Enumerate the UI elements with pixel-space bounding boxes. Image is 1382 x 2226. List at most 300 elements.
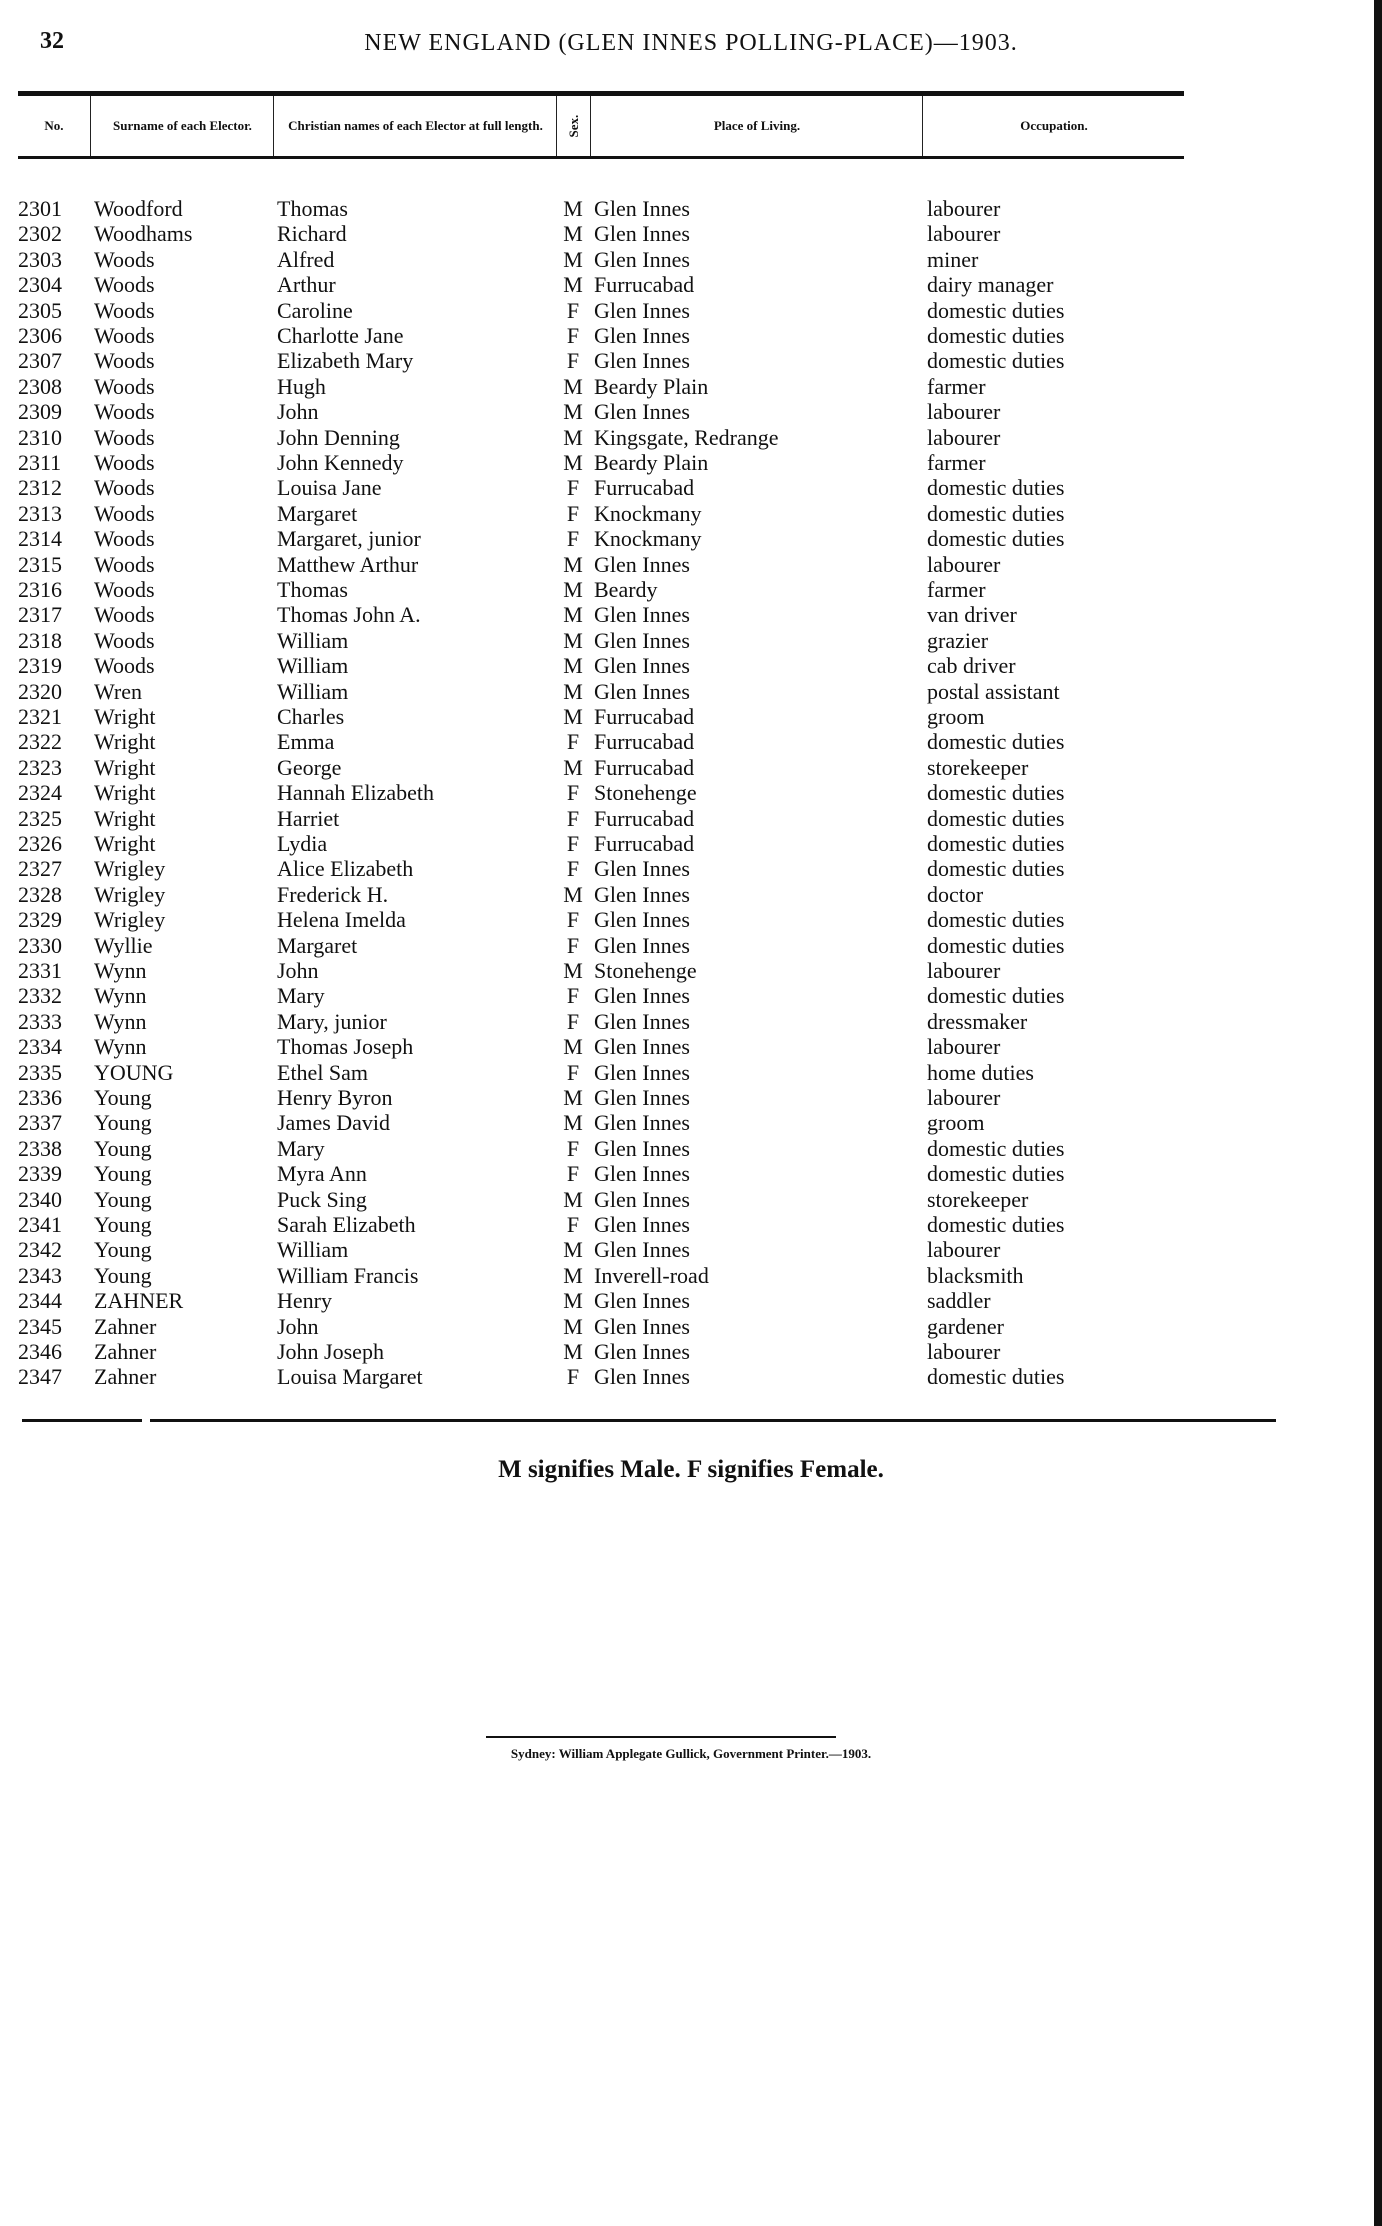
page-title: NEW ENGLAND (GLEN INNES POLLING-PLACE)—1903. [364,30,1018,56]
elector-christian-names: Louisa Jane [277,475,382,501]
elector-number: 2306 [18,323,62,348]
table-row [0,196,1382,221]
elector-surname: Wright [94,780,156,806]
table-row [0,577,1382,602]
elector-surname: Young [94,1085,152,1110]
elector-christian-names: Louisa Margaret [277,1364,423,1390]
elector-christian-names: Sarah Elizabeth [277,1212,416,1237]
elector-number: 2314 [18,526,62,552]
elector-christian-names: Charles [277,704,345,729]
page-edge-shadow [1374,0,1382,2226]
elector-sex: M [563,678,583,704]
header-place: Place of Living. [590,96,923,156]
elector-christian-names: Thomas John A. [277,602,421,628]
elector-surname: Zahner [94,1364,157,1390]
elector-surname: Woods [94,551,155,577]
printer-rule [486,1736,836,1738]
elector-place: Glen Innes [594,1186,690,1212]
elector-number: 2345 [18,1313,62,1339]
table-row [0,526,1382,551]
elector-place: Stonehenge [594,958,697,983]
elector-surname: Woods [94,577,155,602]
elector-occupation: domestic duties [927,932,1065,958]
elector-occupation: domestic duties [927,323,1065,348]
elector-sex: F [566,297,580,323]
elector-occupation: domestic duties [927,1135,1065,1161]
elector-occupation: farmer [927,577,986,602]
table-bottom-rule-left [22,1419,142,1422]
elector-place: Glen Innes [594,246,690,272]
elector-occupation: domestic duties [927,348,1065,374]
elector-place: Inverell-road [594,1262,709,1288]
table-row [0,1288,1382,1313]
elector-christian-names: Lydia [277,831,328,856]
table-row [0,755,1382,780]
elector-christian-names: Frederick H. [277,881,389,907]
elector-occupation: labourer [927,958,1001,983]
elector-christian-names: Thomas [277,577,348,602]
elector-occupation: cab driver [927,653,1016,679]
elector-number: 2332 [18,983,62,1009]
table-row [0,1212,1382,1237]
elector-number: 2317 [18,602,62,628]
elector-number: 2312 [18,475,62,501]
elector-christian-names: James David [277,1110,391,1136]
elector-place: Knockmany [594,500,702,526]
elector-place: Kingsgate, Redrange [594,424,779,450]
elector-sex: F [566,348,580,374]
elector-surname: Woods [94,450,155,475]
elector-sex: M [563,958,583,983]
table-row [0,831,1382,856]
elector-number: 2334 [18,1034,62,1060]
elector-sex: F [566,983,580,1009]
elector-surname: Wright [94,729,156,755]
elector-place: Glen Innes [594,653,690,679]
elector-number: 2308 [18,373,62,399]
header-no: No. [44,117,64,133]
elector-christian-names: John [277,399,319,425]
elector-place: Stonehenge [594,780,697,806]
elector-number: 2303 [18,246,62,272]
elector-place: Glen Innes [594,856,690,882]
table-row [0,1034,1382,1059]
elector-occupation: domestic duties [927,1364,1065,1390]
table-row [0,348,1382,373]
elector-place: Glen Innes [594,1161,690,1187]
elector-christian-names: Emma [277,729,335,755]
elector-christian-names: Alice Elizabeth [277,856,414,882]
elector-place: Furrucabad [594,729,695,755]
elector-sex: M [563,551,583,577]
elector-place: Beardy Plain [594,450,709,475]
elector-surname: Wynn [94,958,147,983]
elector-place: Glen Innes [594,1085,690,1110]
elector-christian-names: Hugh [277,373,326,399]
elector-place: Glen Innes [594,348,690,374]
elector-number: 2323 [18,754,62,780]
elector-number: 2313 [18,500,62,526]
elector-occupation: domestic duties [927,500,1065,526]
elector-occupation: labourer [927,1085,1001,1110]
elector-number: 2321 [18,704,62,729]
table-row [0,501,1382,526]
elector-place: Glen Innes [594,1288,690,1314]
table-row [0,450,1382,475]
elector-sex: F [566,1212,580,1237]
elector-surname: Woods [94,323,155,348]
table-row [0,679,1382,704]
table-row [0,272,1382,297]
elector-sex: M [563,1186,583,1212]
elector-place: Beardy [594,577,658,602]
elector-place: Glen Innes [594,1110,690,1136]
elector-sex: F [566,1135,580,1161]
elector-christian-names: Myra Ann [277,1161,367,1187]
elector-sex: M [563,754,583,780]
elector-christian-names: Ethel Sam [277,1059,369,1085]
elector-occupation: storekeeper [927,754,1029,780]
elector-sex: F [566,780,580,806]
elector-sex: M [563,602,583,628]
elector-place: Furrucabad [594,272,695,298]
elector-occupation: gardener [927,1313,1004,1339]
elector-place: Glen Innes [594,1339,690,1364]
table-row [0,933,1382,958]
elector-christian-names: Charlotte Jane [277,323,404,348]
elector-christian-names: William [277,678,349,704]
table-row [0,958,1382,983]
elector-occupation: farmer [927,373,986,399]
table-row [0,653,1382,678]
elector-number: 2340 [18,1186,62,1212]
elector-place: Glen Innes [594,907,690,933]
elector-surname: Woods [94,653,155,679]
elector-sex: M [563,881,583,907]
elector-surname: Woods [94,602,155,628]
elector-surname: YOUNG [94,1059,174,1085]
elector-surname: Woods [94,297,155,323]
table-row [0,1314,1382,1339]
table-row [0,221,1382,246]
elector-occupation: home duties [927,1059,1034,1085]
elector-occupation: domestic duties [927,475,1065,501]
elector-surname: Woods [94,526,155,552]
elector-sex: M [563,196,583,221]
elector-occupation: dairy manager [927,272,1054,298]
table-row [0,298,1382,323]
elector-place: Furrucabad [594,704,695,729]
elector-surname: Woodhams [94,221,193,247]
elector-occupation: domestic duties [927,780,1065,806]
elector-place: Glen Innes [594,678,690,704]
table-row [0,983,1382,1008]
elector-occupation: domestic duties [927,297,1065,323]
elector-surname: Zahner [94,1313,157,1339]
elector-sex: M [563,373,583,399]
header-sex [556,96,591,156]
elector-number: 2331 [18,958,62,983]
elector-surname: Young [94,1110,152,1136]
header-sex-label: Sex. [565,114,581,138]
elector-occupation: storekeeper [927,1186,1029,1212]
elector-occupation: domestic duties [927,831,1065,856]
elector-christian-names: Arthur [277,272,336,298]
elector-occupation: labourer [927,551,1001,577]
elector-surname: Young [94,1186,152,1212]
table-row [0,1364,1382,1389]
elector-sex: F [566,1161,580,1187]
elector-sex: M [563,1313,583,1339]
elector-christian-names: William Francis [277,1262,419,1288]
elector-christian-names: Mary [277,1135,325,1161]
elector-sex: M [563,246,583,272]
elector-occupation: labourer [927,424,1001,450]
table-row [0,1339,1382,1364]
elector-sex: M [563,221,583,247]
header-occupation: Occupation. [922,96,1185,156]
elector-occupation: labourer [927,1237,1001,1263]
elector-surname: Young [94,1161,152,1187]
elector-surname: Wynn [94,983,147,1009]
table-row [0,1110,1382,1135]
table-row [0,1060,1382,1085]
elector-occupation: farmer [927,450,986,475]
page-number: 32 [40,28,64,54]
elector-sex: M [563,577,583,602]
elector-number: 2341 [18,1212,62,1237]
table-row [0,1085,1382,1110]
elector-sex: M [563,1085,583,1110]
elector-place: Beardy Plain [594,373,709,399]
elector-occupation: postal assistant [927,678,1060,704]
elector-place: Glen Innes [594,881,690,907]
table-row [0,907,1382,932]
table-bottom-rule [150,1419,1276,1422]
elector-christian-names: Margaret [277,500,358,526]
elector-surname: Wyllie [94,932,153,958]
elector-number: 2316 [18,577,62,602]
elector-sex: M [563,424,583,450]
elector-christian-names: Elizabeth Mary [277,348,414,374]
elector-sex: M [563,1339,583,1364]
elector-occupation: miner [927,246,979,272]
elector-number: 2333 [18,1008,62,1034]
elector-sex: F [566,856,580,882]
table-row [0,1237,1382,1262]
elector-number: 2320 [18,678,62,704]
table-row [0,399,1382,424]
elector-christian-names: Henry [277,1288,332,1314]
elector-sex: F [566,475,580,501]
elector-number: 2325 [18,805,62,831]
elector-sex: F [566,907,580,933]
elector-number: 2301 [18,196,62,221]
elector-number: 2311 [18,450,62,475]
table-row [0,323,1382,348]
elector-christian-names: Mary, junior [277,1008,387,1034]
table-row [0,247,1382,272]
elector-sex: M [563,1237,583,1263]
elector-surname: Woods [94,500,155,526]
elector-number: 2328 [18,881,62,907]
table-row [0,856,1382,881]
elector-place: Glen Innes [594,221,690,247]
table-row [0,475,1382,500]
elector-occupation: labourer [927,221,1001,247]
elector-surname: Wynn [94,1008,147,1034]
elector-place: Glen Innes [594,1364,690,1390]
elector-occupation: dressmaker [927,1008,1028,1034]
elector-place: Furrucabad [594,475,695,501]
elector-number: 2338 [18,1135,62,1161]
elector-christian-names: Henry Byron [277,1085,393,1110]
elector-occupation: groom [927,1110,985,1136]
elector-occupation: van driver [927,602,1017,628]
elector-occupation: labourer [927,399,1001,425]
elector-place: Glen Innes [594,1237,690,1263]
elector-sex: M [563,272,583,298]
elector-number: 2318 [18,627,62,653]
elector-sex: F [566,932,580,958]
table-row [0,602,1382,627]
elector-number: 2329 [18,907,62,933]
elector-christian-names: William [277,627,349,653]
elector-occupation: labourer [927,1339,1001,1364]
elector-number: 2346 [18,1339,62,1364]
elector-surname: Young [94,1212,152,1237]
elector-surname: Young [94,1237,152,1263]
table-row [0,1009,1382,1034]
elector-number: 2322 [18,729,62,755]
elector-christian-names: Hannah Elizabeth [277,780,434,806]
elector-occupation: labourer [927,1034,1001,1060]
elector-occupation: domestic duties [927,1161,1065,1187]
elector-christian-names: John [277,958,319,983]
elector-christian-names: John Kennedy [277,450,404,475]
elector-surname: Woods [94,475,155,501]
table-row [0,704,1382,729]
elector-place: Glen Innes [594,196,690,221]
elector-surname: Woods [94,272,155,298]
table-row [0,1263,1382,1288]
elector-sex: F [566,323,580,348]
elector-number: 2337 [18,1110,62,1136]
elector-number: 2339 [18,1161,62,1187]
elector-place: Furrucabad [594,831,695,856]
table-row [0,1161,1382,1186]
elector-place: Glen Innes [594,1212,690,1237]
elector-occupation: grazier [927,627,989,653]
elector-surname: Wright [94,805,156,831]
elector-number: 2336 [18,1085,62,1110]
table-row [0,1187,1382,1212]
elector-place: Glen Innes [594,1059,690,1085]
elector-sex: M [563,450,583,475]
elector-occupation: saddler [927,1288,991,1314]
elector-christian-names: John Joseph [277,1339,384,1364]
elector-place: Glen Innes [594,297,690,323]
elector-place: Glen Innes [594,602,690,628]
elector-number: 2307 [18,348,62,374]
elector-number: 2305 [18,297,62,323]
elector-occupation: blacksmith [927,1262,1024,1288]
elector-number: 2310 [18,424,62,450]
elector-christian-names: William [277,1237,349,1263]
elector-place: Glen Innes [594,323,690,348]
elector-place: Glen Innes [594,1313,690,1339]
elector-sex: F [566,831,580,856]
elector-occupation: domestic duties [927,1212,1065,1237]
elector-sex: F [566,1059,580,1085]
elector-occupation: domestic duties [927,856,1065,882]
elector-surname: Wynn [94,1034,147,1060]
elector-number: 2309 [18,399,62,425]
elector-surname: Woodford [94,196,183,221]
elector-place: Knockmany [594,526,702,552]
elector-place: Glen Innes [594,1135,690,1161]
sex-legend-footnote: M signifies Male. F signifies Female. [498,1456,884,1483]
table-row [0,780,1382,805]
elector-christian-names: John [277,1313,319,1339]
elector-occupation: domestic duties [927,907,1065,933]
elector-place: Furrucabad [594,805,695,831]
elector-surname: Woods [94,399,155,425]
elector-surname: Woods [94,246,155,272]
elector-number: 2344 [18,1288,62,1314]
elector-surname: Woods [94,424,155,450]
printer-imprint: Sydney: William Applegate Gullick, Government Printer.—1903. [510,1746,872,1761]
elector-surname: Wrigley [94,907,166,933]
elector-number: 2319 [18,653,62,679]
elector-sex: F [566,526,580,552]
elector-place: Glen Innes [594,551,690,577]
table-row [0,882,1382,907]
elector-christian-names: Caroline [277,297,353,323]
elector-christian-names: William [277,653,349,679]
elector-surname: Woods [94,373,155,399]
elector-surname: Young [94,1135,152,1161]
elector-christian-names: Helena Imelda [277,907,406,933]
elector-surname: Young [94,1262,152,1288]
table-row [0,806,1382,831]
elector-surname: Wrigley [94,881,166,907]
elector-sex: M [563,1288,583,1314]
elector-place: Glen Innes [594,1034,690,1060]
table-row [0,1136,1382,1161]
table-row [0,425,1382,450]
elector-place: Glen Innes [594,1008,690,1034]
elector-place: Furrucabad [594,754,695,780]
elector-surname: Wright [94,704,156,729]
elector-number: 2324 [18,780,62,806]
elector-christian-names: Richard [277,221,347,247]
elector-christian-names: George [277,754,342,780]
elector-occupation: domestic duties [927,729,1065,755]
elector-surname: Woods [94,348,155,374]
elector-sex: F [566,1008,580,1034]
elector-number: 2342 [18,1237,62,1263]
elector-christian-names: Matthew Arthur [277,551,419,577]
elector-christian-names: Harriet [277,805,340,831]
elector-christian-names: Thomas Joseph [277,1034,414,1060]
elector-occupation: doctor [927,881,984,907]
table-row [0,552,1382,577]
table-row [0,628,1382,653]
elector-number: 2347 [18,1364,62,1390]
elector-sex: M [563,627,583,653]
elector-surname: Wrigley [94,856,166,882]
